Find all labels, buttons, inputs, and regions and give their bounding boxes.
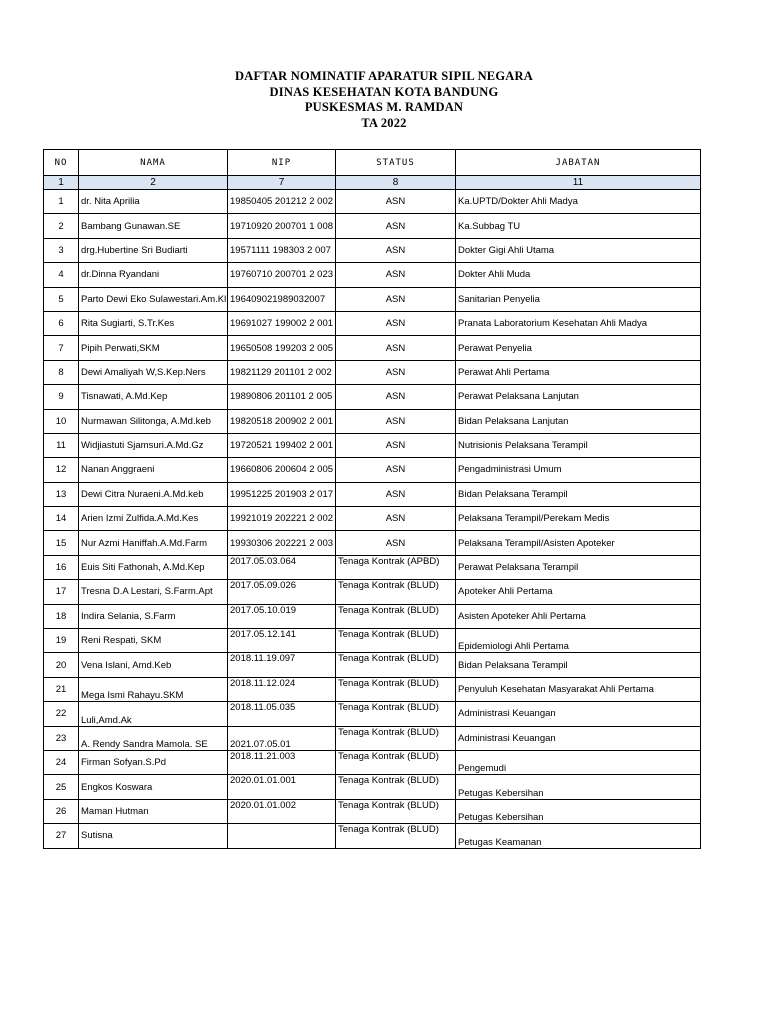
cell-nama: Dewi Citra Nuraeni.A.Md.keb (79, 482, 228, 506)
cell-jabatan: Petugas Kebersihan (456, 799, 701, 823)
cell-status: ASN (336, 360, 456, 384)
cell-nama: Engkos Koswara (79, 775, 228, 799)
table-row (44, 433, 701, 457)
index-status: 8 (336, 176, 456, 190)
header-status: STATUS (336, 150, 456, 176)
cell-nama: Pipih Perwati,SKM (79, 336, 228, 360)
cell-no: 10 (44, 409, 79, 433)
cell-no: 14 (44, 507, 79, 531)
cell-jabatan: Bidan Pelaksana Lanjutan (456, 409, 701, 433)
cell-no: 9 (44, 385, 79, 409)
cell-nama: Sutisna (79, 824, 228, 848)
cell-nip: 2017.05.10.019 (228, 604, 336, 628)
table-body (44, 190, 701, 849)
table-row (44, 482, 701, 506)
cell-no: 22 (44, 702, 79, 726)
cell-no: 11 (44, 433, 79, 457)
cell-nama: Reni Respati, SKM (79, 629, 228, 653)
cell-nip: 19571111 198303 2 007 (228, 238, 336, 262)
header-no: NO (44, 150, 79, 176)
cell-no: 19 (44, 629, 79, 653)
cell-no: 24 (44, 750, 79, 774)
table-row (44, 336, 701, 360)
cell-nama: Tisnawati, A.Md.Kep (79, 385, 228, 409)
cell-status: Tenaga Kontrak (BLUD) (336, 653, 456, 677)
cell-status: ASN (336, 287, 456, 311)
cell-nip: 2018.11.21.003 (228, 750, 336, 774)
title-line-2: DINAS KESEHATAN KOTA BANDUNG (269, 84, 499, 99)
index-nama: 2 (79, 176, 228, 190)
cell-status: ASN (336, 531, 456, 555)
cell-no: 16 (44, 555, 79, 579)
table-row (44, 458, 701, 482)
table-row (44, 409, 701, 433)
cell-nama: drg.Hubertine Sri Budiarti (79, 238, 228, 262)
cell-nama: Dewi Amaliyah W,S.Kep.Ners (79, 360, 228, 384)
cell-status: ASN (336, 311, 456, 335)
cell-no: 18 (44, 604, 79, 628)
cell-nama: Widjiastuti Sjamsuri.A.Md.Gz (79, 433, 228, 457)
cell-status: Tenaga Kontrak (BLUD) (336, 604, 456, 628)
cell-no: 17 (44, 580, 79, 604)
cell-nama: Firman Sofyan.S.Pd (79, 750, 228, 774)
cell-no: 7 (44, 336, 79, 360)
cell-jabatan: Apoteker Ahli Pertama (456, 580, 701, 604)
cell-jabatan: Petugas Keamanan (456, 824, 701, 848)
cell-jabatan: Ka.Subbag TU (456, 214, 701, 238)
cell-no: 2 (44, 214, 79, 238)
cell-status: ASN (336, 336, 456, 360)
cell-nama: Arien Izmi Zulfida.A.Md.Kes (79, 507, 228, 531)
cell-nip: 19650508 199203 2 005 (228, 336, 336, 360)
cell-status: Tenaga Kontrak (APBD) (336, 555, 456, 579)
cell-nip (228, 824, 336, 848)
cell-status: ASN (336, 238, 456, 262)
cell-status: ASN (336, 385, 456, 409)
index-jabatan: 11 (456, 176, 701, 190)
cell-nip: 19720521 199402 2 001 (228, 433, 336, 457)
cell-nip: 19710920 200701 1 008 (228, 214, 336, 238)
cell-status: ASN (336, 214, 456, 238)
cell-nip: 2020.01.01.001 (228, 775, 336, 799)
cell-no: 4 (44, 263, 79, 287)
cell-no: 6 (44, 311, 79, 335)
table-row (44, 726, 701, 750)
cell-status: Tenaga Kontrak (BLUD) (336, 824, 456, 848)
column-index-row (44, 176, 701, 190)
cell-no: 3 (44, 238, 79, 262)
cell-no: 1 (44, 190, 79, 214)
cell-status: ASN (336, 507, 456, 531)
cell-nama: dr.Dinna Ryandani (79, 263, 228, 287)
cell-jabatan: Nutrisionis Pelaksana Terampil (456, 433, 701, 457)
table-row (44, 287, 701, 311)
cell-jabatan: Bidan Pelaksana Terampil (456, 653, 701, 677)
table-row (44, 604, 701, 628)
cell-nip: 19820518 200902 2 001 (228, 409, 336, 433)
table-row (44, 799, 701, 823)
cell-jabatan: Dokter Gigi Ahli Utama (456, 238, 701, 262)
cell-nip: 2018.11.12.024 (228, 677, 336, 701)
cell-no: 13 (44, 482, 79, 506)
index-nip: 7 (228, 176, 336, 190)
cell-status: Tenaga Kontrak (BLUD) (336, 702, 456, 726)
table-row (44, 677, 701, 701)
cell-nip: 19951225 201903 2 017 (228, 482, 336, 506)
cell-nama: A. Rendy Sandra Mamola. SE (79, 726, 228, 750)
cell-nama: Indira Selania, S.Farm (79, 604, 228, 628)
table-row (44, 629, 701, 653)
cell-jabatan: Administrasi Keuangan (456, 702, 701, 726)
cell-jabatan: Bidan Pelaksana Terampil (456, 482, 701, 506)
cell-jabatan: Perawat Penyelia (456, 336, 701, 360)
cell-jabatan: Dokter Ahli Muda (456, 263, 701, 287)
cell-status: Tenaga Kontrak (BLUD) (336, 799, 456, 823)
cell-jabatan: Perawat Pelaksana Terampil (456, 555, 701, 579)
cell-nama: Mega Ismi Rahayu.SKM (79, 677, 228, 701)
cell-no: 23 (44, 726, 79, 750)
table-row (44, 824, 701, 848)
cell-no: 26 (44, 799, 79, 823)
cell-jabatan: Perawat Ahli Pertama (456, 360, 701, 384)
cell-jabatan: Petugas Kebersihan (456, 775, 701, 799)
cell-nip: 19760710 200701 2 023 (228, 263, 336, 287)
cell-nip: 19921019 202221 2 002 (228, 507, 336, 531)
title-line-1: DAFTAR NOMINATIF APARATUR SIPIL NEGARA (235, 69, 533, 83)
cell-status: ASN (336, 433, 456, 457)
cell-status: ASN (336, 458, 456, 482)
cell-jabatan: Pengadministrasi Umum (456, 458, 701, 482)
cell-jabatan: Ka.UPTD/Dokter Ahli Madya (456, 190, 701, 214)
cell-jabatan: Sanitarian Penyelia (456, 287, 701, 311)
title-line-4: TA 2022 (361, 115, 407, 130)
cell-status: ASN (336, 409, 456, 433)
cell-nip: 2017.05.09.026 (228, 580, 336, 604)
cell-nip: 19821129 201101 2 002 (228, 360, 336, 384)
table-row (44, 775, 701, 799)
cell-jabatan: Epidemiologi Ahli Pertama (456, 629, 701, 653)
table-row (44, 702, 701, 726)
table-row (44, 580, 701, 604)
table-row (44, 385, 701, 409)
cell-status: ASN (336, 263, 456, 287)
table-row (44, 311, 701, 335)
cell-nama: Nanan Anggraeni (79, 458, 228, 482)
cell-nip: 2020.01.01.002 (228, 799, 336, 823)
document-title (0, 69, 768, 131)
header-jabatan: JABATAN (456, 150, 701, 176)
cell-nama: Nur Azmi Haniffah.A.Md.Farm (79, 531, 228, 555)
cell-nip: 196409021989032007 (228, 287, 336, 311)
table-row (44, 507, 701, 531)
table-row (44, 531, 701, 555)
cell-jabatan: Pelaksana Terampil/Asisten Apoteker (456, 531, 701, 555)
cell-nip: 2017.05.03.064 (228, 555, 336, 579)
cell-nama: Parto Dewi Eko Sulawestari.Am.Kl (79, 287, 228, 311)
cell-jabatan: Penyuluh Kesehatan Masyarakat Ahli Pertama (456, 677, 701, 701)
cell-status: ASN (336, 482, 456, 506)
employee-table (43, 149, 701, 849)
cell-jabatan: Administrasi Keuangan (456, 726, 701, 750)
cell-jabatan: Pengemudi (456, 750, 701, 774)
table-row (44, 360, 701, 384)
cell-nama: Euis Siti Fathonah, A.Md.Kep (79, 555, 228, 579)
cell-status: Tenaga Kontrak (BLUD) (336, 580, 456, 604)
cell-status: ASN (336, 190, 456, 214)
cell-no: 12 (44, 458, 79, 482)
cell-jabatan: Pranata Laboratorium Kesehatan Ahli Madya (456, 311, 701, 335)
cell-nama: Vena Islani, Amd.Keb (79, 653, 228, 677)
index-no: 1 (44, 176, 79, 190)
table-row (44, 555, 701, 579)
cell-nama: Bambang Gunawan.SE (79, 214, 228, 238)
table-row (44, 238, 701, 262)
cell-no: 8 (44, 360, 79, 384)
cell-nip: 19691027 199002 2 001 (228, 311, 336, 335)
cell-no: 25 (44, 775, 79, 799)
cell-status: Tenaga Kontrak (BLUD) (336, 750, 456, 774)
cell-jabatan: Asisten Apoteker Ahli Pertama (456, 604, 701, 628)
cell-nip: 2017.05.12.141 (228, 629, 336, 653)
cell-nip: 2021.07.05.01 (228, 726, 336, 750)
table-row (44, 750, 701, 774)
cell-nama: Luli,Amd.Ak (79, 702, 228, 726)
cell-nip: 2018.11.19.097 (228, 653, 336, 677)
cell-jabatan: Perawat Pelaksana Lanjutan (456, 385, 701, 409)
title-line-3: PUSKESMAS M. RAMDAN (304, 100, 464, 114)
cell-no: 21 (44, 677, 79, 701)
cell-status: Tenaga Kontrak (BLUD) (336, 775, 456, 799)
table-row (44, 214, 701, 238)
table-row (44, 190, 701, 214)
table-row (44, 263, 701, 287)
cell-no: 27 (44, 824, 79, 848)
cell-no: 15 (44, 531, 79, 555)
cell-nip: 2018.11.05.035 (228, 702, 336, 726)
cell-status: Tenaga Kontrak (BLUD) (336, 629, 456, 653)
header-nama: NAMA (79, 150, 228, 176)
cell-nip: 19930306 202221 2 003 (228, 531, 336, 555)
cell-nama: Rita Sugiarti, S.Tr.Kes (79, 311, 228, 335)
cell-nip: 19660806 200604 2 005 (228, 458, 336, 482)
cell-jabatan: Pelaksana Terampil/Perekam Medis (456, 507, 701, 531)
header-row (44, 150, 701, 176)
table-row (44, 653, 701, 677)
cell-nip: 19850405 201212 2 002 (228, 190, 336, 214)
header-nip: NIP (228, 150, 336, 176)
cell-status: Tenaga Kontrak (BLUD) (336, 677, 456, 701)
cell-nip: 19890806 201101 2 005 (228, 385, 336, 409)
cell-nama: Maman Hutman (79, 799, 228, 823)
cell-nama: Tresna D.A Lestari, S.Farm.Apt (79, 580, 228, 604)
cell-no: 5 (44, 287, 79, 311)
cell-nama: dr. Nita Aprilia (79, 190, 228, 214)
cell-nama: Nurmawan Silitonga, A.Md.keb (79, 409, 228, 433)
cell-status: Tenaga Kontrak (BLUD) (336, 726, 456, 750)
cell-no: 20 (44, 653, 79, 677)
